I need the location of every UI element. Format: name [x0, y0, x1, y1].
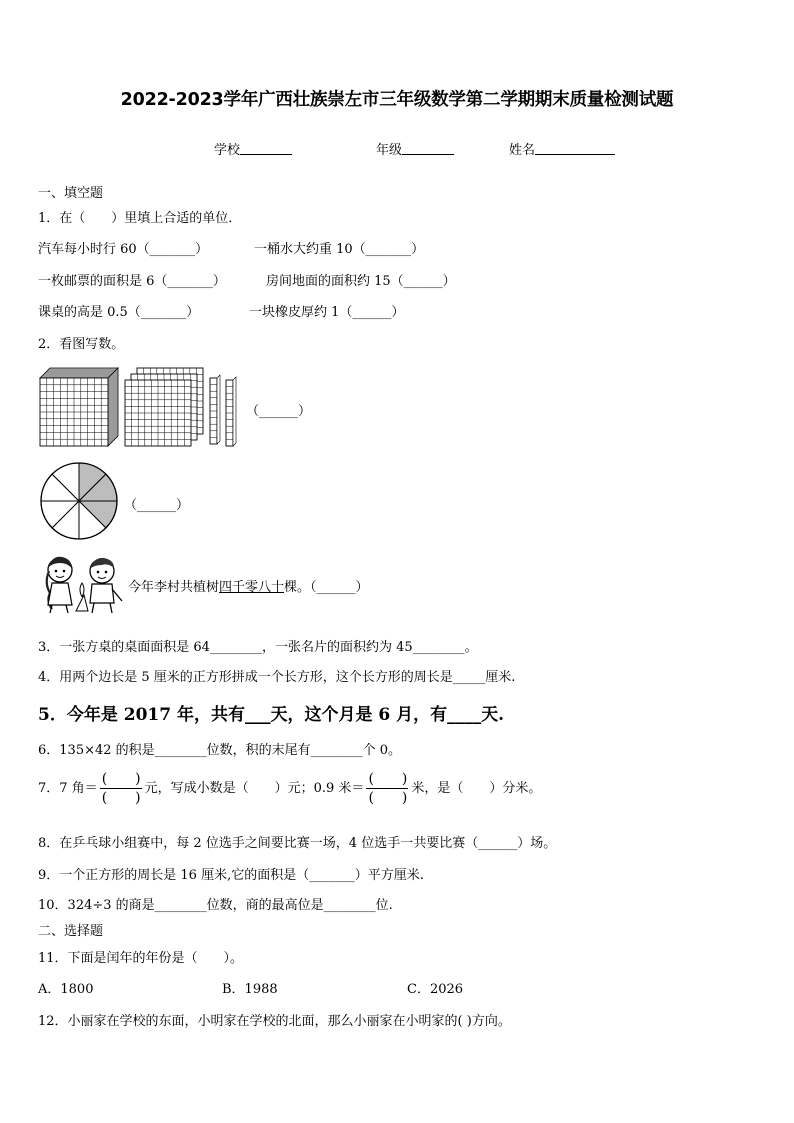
q7-post: 米，是（ ）分米。 — [411, 781, 542, 796]
q2-stem: 2．看图写数。 — [38, 337, 125, 352]
q11-stem: 11．下面是闰年的年份是（ ）。 — [38, 951, 244, 966]
grade-label: 年级 — [376, 143, 403, 158]
base-ten-blocks-figure — [38, 366, 243, 450]
page-title: 2022-2023学年广西壮族崇左市三年级数学第二学期期末质量检测试题 — [120, 90, 674, 110]
name-label: 姓名 — [509, 143, 536, 158]
school-blank[interactable] — [240, 141, 292, 155]
q12: 12．小丽家在学校的东面，小明家在学校的北面，那么小丽家在小明家的( )方向。 — [38, 1014, 511, 1029]
q11-option-b[interactable]: B．1988 — [222, 982, 278, 997]
q7-pre: 7．7 角＝ — [38, 781, 98, 796]
school-field — [214, 139, 292, 158]
q1-row1b: 一桶水大约重 10（_______） — [254, 242, 425, 257]
q1-row3b: 一块橡皮厚约 1（______） — [249, 305, 405, 320]
q7-fraction-1[interactable]: $\frac{( )}{( )}$ — [101, 771, 141, 806]
section-fill-title: 一、填空题 — [38, 186, 104, 201]
q11-option-a[interactable]: A．1800 — [38, 982, 94, 997]
q3: 3．一张方桌的桌面面积是 64________，一张名片的面积约为 45________。 — [38, 640, 478, 655]
section-choice-title: 二、选择题 — [38, 924, 104, 939]
q9: 9．一个正方形的周长是 16 厘米,它的面积是（_______）平方厘米. — [38, 868, 424, 883]
q1-row2a: 一枚邮票的面积是 6（_______） — [38, 274, 226, 289]
q2-blank-b[interactable]: （______） — [124, 498, 190, 513]
q2-text-c-underlined: 四千零八十 — [219, 580, 285, 595]
school-label: 学校 — [214, 143, 241, 158]
q1-row2b: 房间地面的面积约 15（______） — [266, 274, 456, 289]
q1-stem: 1．在（ ）里填上合适的单位． — [38, 211, 242, 226]
q2-text-c-pre: 今年李村共植树 — [128, 580, 220, 595]
q11-option-c[interactable]: C．2026 — [407, 982, 464, 997]
q7-mid: 元，写成小数是（ ）元；0.9 米＝ — [144, 781, 365, 796]
q1-row1a: 汽车每小时行 60（_______） — [38, 242, 209, 257]
q8: 8．在乒乓球小组赛中，每 2 位选手之间要比赛一场，4 位选手一共要比赛（______）场。 — [38, 836, 557, 851]
q4: 4．用两个边长是 5 厘米的正方形拼成一个长方形，这个长方形的周长是_____厘米. — [38, 670, 516, 685]
q10: 10．324÷3 的商是________位数，商的最高位是________位. — [38, 898, 393, 913]
grade-field — [376, 139, 454, 158]
q2-blank-a[interactable]: （______） — [246, 404, 312, 419]
q1-row3a: 课桌的高是 0.5（_______） — [38, 305, 200, 320]
q6: 6．135×42 的积是________位数，积的末尾有________个 0。 — [38, 743, 402, 758]
q2-text-c-post: 棵。（______） — [284, 580, 369, 595]
grade-blank[interactable] — [402, 141, 454, 155]
q7 — [38, 770, 541, 807]
kids-planting-icon — [38, 553, 126, 615]
name-field — [509, 139, 615, 158]
q5: 5．今年是 2017 年，共有___天，这个月是 6 月，有____天. — [38, 705, 505, 725]
q7-fraction-2[interactable]: $\frac{( )}{( )}$ — [368, 771, 408, 806]
q2-text-c — [128, 576, 369, 595]
name-blank[interactable] — [535, 141, 615, 155]
fraction-circle-figure — [38, 460, 120, 542]
